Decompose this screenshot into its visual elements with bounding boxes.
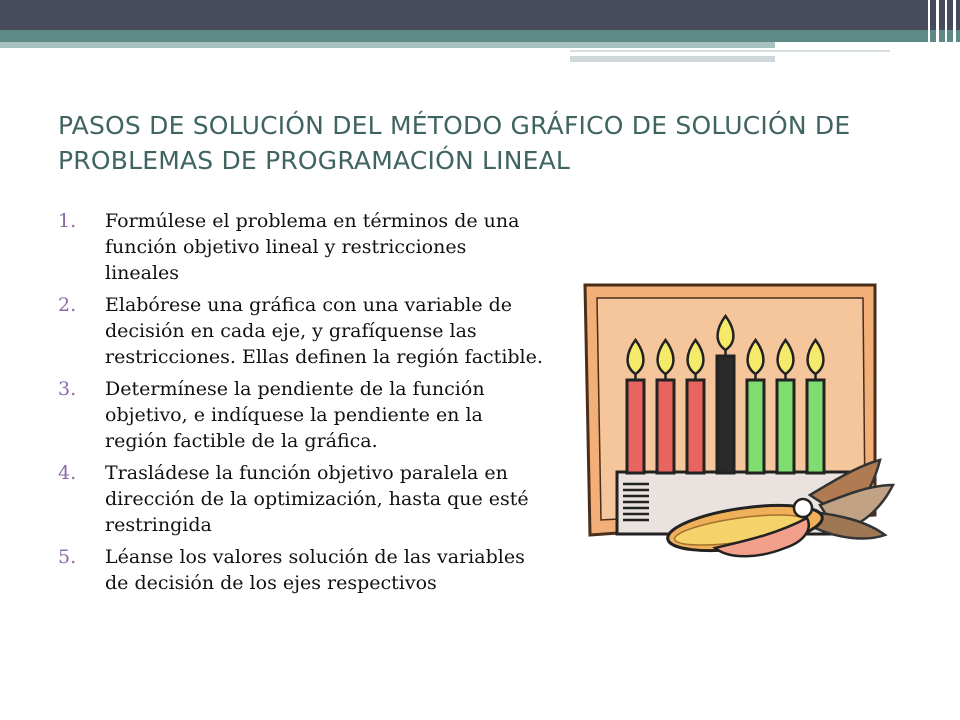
- step-text: Trasládese la función objetivo paralela en dirección de la optimización, hasta que esté restringida: [105, 462, 529, 536]
- list-item: [58, 544, 543, 596]
- slide-title: PASOS DE SOLUCIÓN DEL MÉTODO GRÁFICO DE SOLUCIÓN DE PROBLEMAS DE PROGRAMACIÓN LINEAL: [58, 111, 851, 175]
- list-item: [58, 208, 543, 286]
- candle: [807, 380, 824, 473]
- candle: [657, 380, 674, 473]
- decorative-rule: [570, 50, 890, 52]
- step-text: Léanse los valores solución de las variables de decisión de los ejes respectivos: [105, 546, 525, 594]
- header-accent-light: [0, 42, 775, 48]
- step-number: 1.: [58, 210, 77, 232]
- header-corner-stripes: [922, 0, 960, 64]
- step-number: 2.: [58, 294, 77, 316]
- step-text: Determínese la pendiente de la función objetivo, e indíquese la pendiente en la región factible de la gráfica.: [105, 378, 485, 452]
- header-bar: [0, 0, 960, 30]
- list-item: [58, 376, 543, 454]
- list-item: [58, 292, 543, 370]
- candle: [717, 356, 734, 473]
- candle: [627, 380, 644, 473]
- candle: [747, 380, 764, 473]
- step-text: Formúlese el problema en términos de una función objetivo lineal y restricciones lineales: [105, 210, 520, 284]
- header-accent-band: [0, 30, 960, 42]
- list-item: [58, 460, 543, 538]
- decorative-rule: [570, 56, 775, 62]
- steps-list: [58, 208, 543, 602]
- step-number: 4.: [58, 462, 77, 484]
- candle: [687, 380, 704, 473]
- candle: [777, 380, 794, 473]
- kinara-candles-icon: [575, 280, 905, 590]
- step-number: 5.: [58, 546, 77, 568]
- step-number: 3.: [58, 378, 77, 400]
- step-text: Elabórese una gráfica con una variable de decisión en cada eje, y grafíquense las restricciones. Ellas definen la región factible.: [105, 294, 543, 368]
